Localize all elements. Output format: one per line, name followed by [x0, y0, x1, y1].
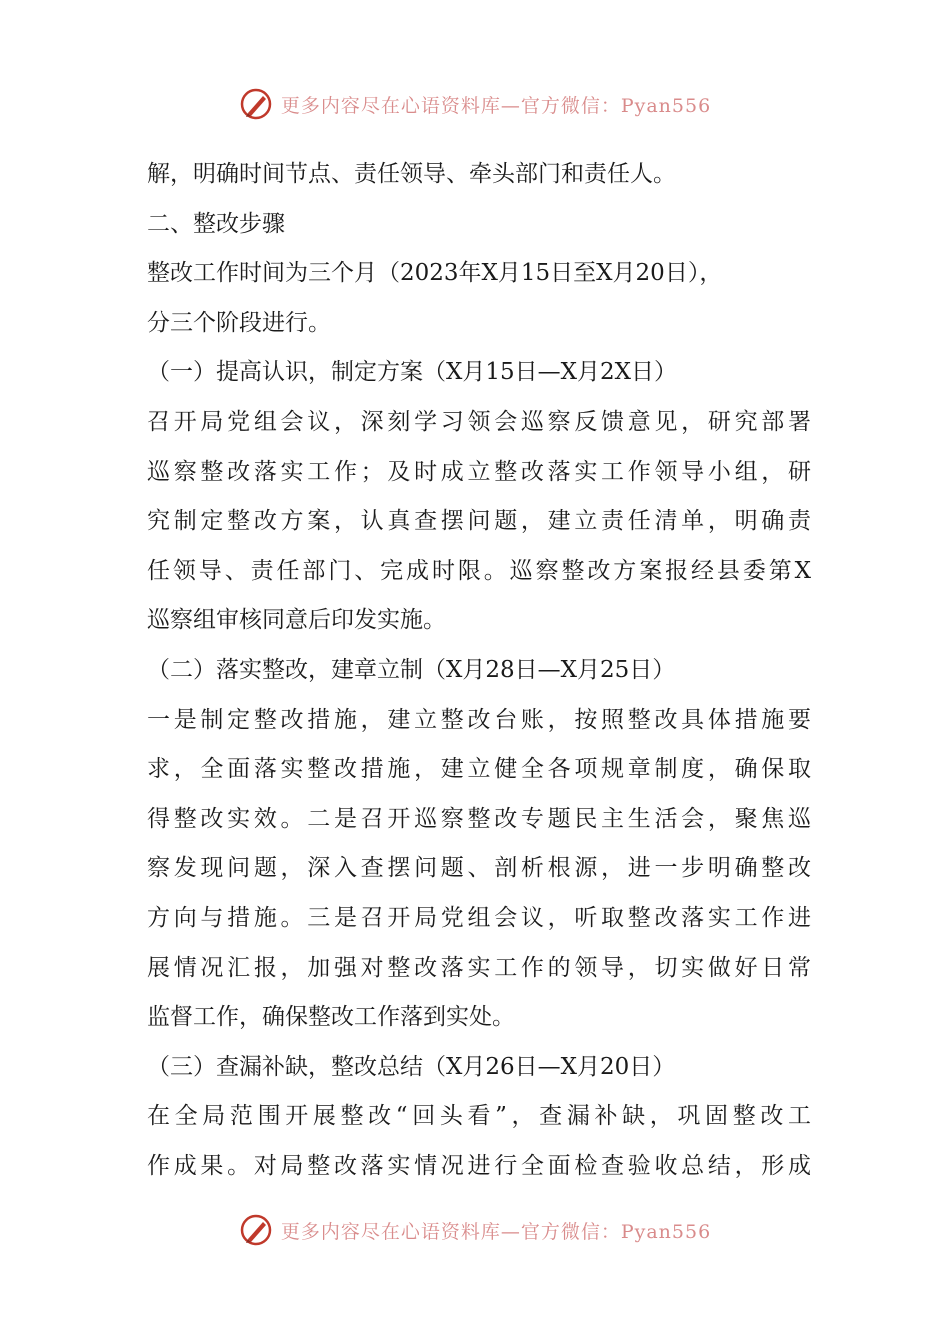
pen-logo-icon [239, 87, 273, 121]
document-body [147, 150, 811, 1191]
text-line: 巡察整改落实工作；及时成立整改落实工作领导小组，研 [147, 458, 811, 485]
text-line: 展情况汇报，加强对整改落实工作的领导，切实做好日常 [147, 954, 811, 981]
text-line: 监督工作，确保整改工作落到实处。 [147, 1004, 515, 1031]
watermark-header [0, 84, 950, 124]
text-line: 解，明确时间节点、责任领导、牵头部门和责任人。 [147, 161, 676, 187]
watermark-footer [0, 1210, 950, 1250]
text-line: 在全局范围开展整改“回头看”，查漏补缺，巩固整改工 [147, 1103, 811, 1130]
pen-logo-icon [239, 1213, 273, 1247]
text-line: 巡察组审核同意后印发实施。 [147, 607, 446, 634]
subsection-heading: （三）查漏补缺，整改总结（X月26日—X月20日） [147, 1053, 676, 1080]
text-line: 求，全面落实整改措施，建立健全各项规章制度，确保取 [147, 756, 811, 783]
text-line: 作成果。对局整改落实情况进行全面检查验收总结，形成 [147, 1152, 811, 1179]
subsection-heading: （二）落实整改，建章立制（X月28日—X月25日） [147, 656, 676, 683]
subsection-heading: （一）提高认识，制定方案（X月15日—X月2X日） [147, 359, 678, 386]
watermark-text: 更多内容尽在心语资料库—官方微信：Pyan556 [280, 94, 712, 117]
text-line: 整改工作时间为三个月（2023年X月15日至X月20日）， [147, 260, 723, 287]
text-line: 一是制定整改措施，建立整改台账，按照整改具体措施要 [147, 706, 811, 733]
watermark-text: 更多内容尽在心语资料库—官方微信：Pyan556 [280, 1220, 712, 1243]
text-line: 察发现问题，深入查摆问题、剖析根源，进一步明确整改 [147, 855, 811, 882]
text-line: 分三个阶段进行。 [147, 309, 331, 336]
text-line: 任领导、责任部门、完成时限。巡察整改方案报经县委第X [147, 557, 811, 584]
text-line: 召开局党组会议，深刻学习领会巡察反馈意见，研究部署 [147, 408, 811, 435]
section-heading: 二、整改步骤 [147, 210, 285, 237]
text-line: 方向与措施。三是召开局党组会议，听取整改落实工作进 [147, 904, 811, 931]
text-line: 究制定整改方案，认真查摆问题，建立责任清单，明确责 [147, 508, 811, 535]
text-line: 得整改实效。二是召开巡察整改专题民主生活会，聚焦巡 [147, 805, 811, 832]
